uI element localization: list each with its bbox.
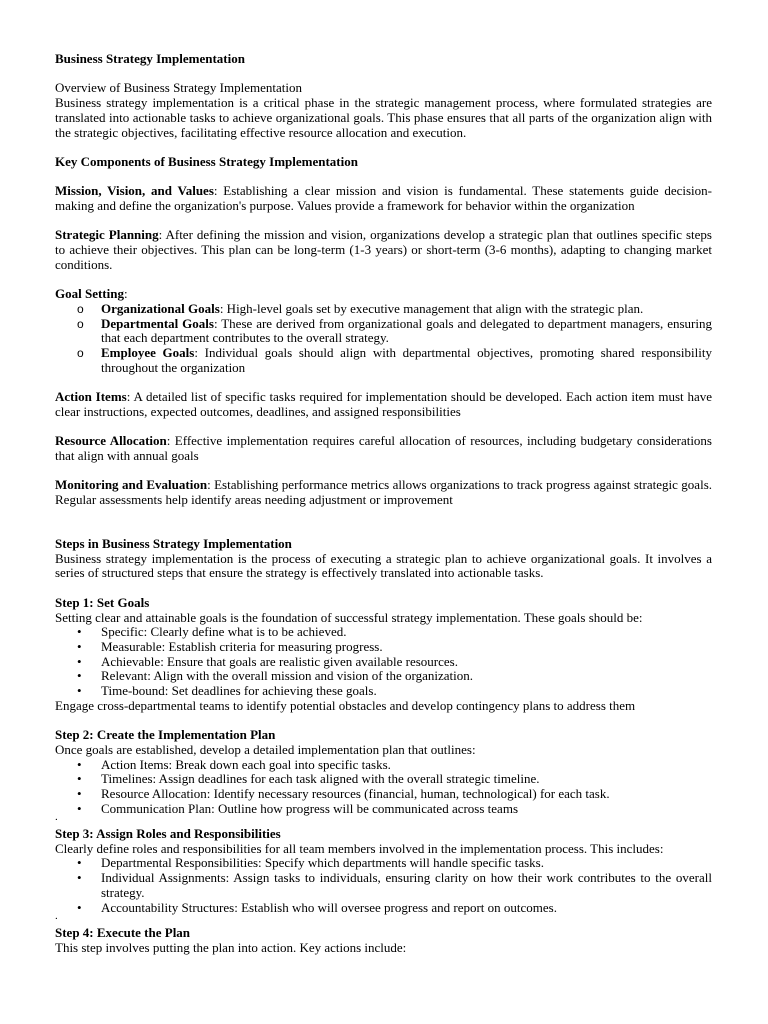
overview-text: Business strategy implementation is a critical phase in the strategic management process, where formulated strategies are translated into actionable tasks to achieve organizational goals. This phase ensures that all parts of the organization align with the strategic objectives, facilitating effective resource allocation and execution.	[55, 95, 712, 140]
step3-intro: Clearly define roles and responsibilities for all team members involved in the implementation process. This includes:	[55, 840, 664, 856]
goal-setting-section	[55, 287, 712, 375]
list-item-label: Employee Goals	[101, 344, 195, 360]
list-item: • Accountability Structures: Establish who will oversee progress and report on outcomes.	[55, 901, 712, 916]
steps-section	[55, 537, 712, 581]
step2-intro: Once goals are established, develop a detailed implementation plan that outlines:	[55, 741, 476, 757]
list-item-text: : These are derived from organizational goals and delegated to department managers, ensuring that each department contributes to the overall strategy.	[101, 315, 712, 346]
list-item: • Timelines: Assign deadlines for each task aligned with the overall strategic timeline.	[55, 772, 712, 787]
list-item	[55, 346, 712, 375]
list-item: • Specific: Clearly define what is to be achieved.	[55, 625, 712, 640]
step2-heading: Step 2: Create the Implementation Plan	[55, 727, 276, 743]
planning-label: Strategic Planning	[55, 227, 159, 243]
step4-heading: Step 4: Execute the Plan	[55, 924, 191, 940]
section-spacer	[55, 522, 712, 537]
action-items-label: Action Items	[55, 389, 127, 405]
planning-paragraph	[55, 228, 712, 272]
monitoring-text: : Establishing performance metrics allows organizations to track progress against strategic goals. Regular assessments help identify areas needing adjustment or improvement	[55, 477, 713, 507]
goal-setting-suffix: :	[123, 286, 128, 302]
list-item: • Measurable: Establish criteria for measuring progress.	[55, 640, 712, 655]
list-item: • Departmental Responsibilities: Specify which departments will handle specific tasks.	[55, 856, 712, 871]
list-item: • Relevant: Align with the overall mission and vision of the organization.	[55, 669, 712, 684]
key-components-heading: Key Components of Business Strategy Implementation	[55, 153, 358, 169]
mission-label: Mission, Vision, and Values	[55, 183, 214, 199]
trailing-dot: .	[55, 910, 58, 923]
action-items-paragraph	[55, 390, 712, 419]
list-item-text: : Individual goals should align with departmental objectives, promoting shared responsibility throughout the organization	[101, 344, 712, 375]
step4-section	[55, 926, 712, 955]
document-title: Business Strategy Implementation	[55, 51, 245, 66]
monitoring-label: Monitoring and Evaluation	[55, 477, 208, 493]
step1-outro: Engage cross-departmental teams to identify potential obstacles and develop contingency plans to address them	[55, 697, 636, 713]
step2-section	[55, 728, 712, 816]
action-items-text: : A detailed list of specific tasks required for implementation should be developed. Each action item must have clear instructions, expected outcomes, deadlines, and assigned responsibilities	[55, 389, 712, 419]
overview-section	[55, 81, 712, 140]
list-item-label: Organizational Goals	[101, 300, 220, 316]
step1-intro: Setting clear and attainable goals is the foundation of successful strategy implementation. These goals should be:	[55, 609, 643, 625]
step1-list	[55, 625, 712, 699]
goal-setting-label: Goal Setting	[55, 286, 124, 302]
planning-text: : After defining the mission and vision, organizations develop a strategic plan that outlines specific steps to achieve their objectives. This plan can be long-term (1-3 years) or short-term (3-6 months), adapting to changing market conditions.	[55, 227, 712, 272]
list-item	[55, 317, 712, 346]
list-item: • Time-bound: Set deadlines for achieving these goals.	[55, 684, 712, 699]
list-item: • Individual Assignments: Assign tasks to individuals, ensuring clarity on how their work contributes to the overall strategy.	[55, 871, 712, 900]
step3-section	[55, 827, 712, 915]
list-item: • Communication Plan: Outline how progress will be communicated across teams	[55, 802, 712, 817]
goal-setting-heading	[55, 287, 712, 302]
list-item: • Achievable: Ensure that goals are realistic given available resources.	[55, 655, 712, 670]
step2-list	[55, 758, 712, 817]
list-item: • Action Items: Break down each goal into specific tasks.	[55, 758, 712, 773]
goal-setting-list	[55, 302, 712, 376]
trailing-dot: .	[55, 811, 58, 824]
step3-heading: Step 3: Assign Roles and Responsibilities	[55, 826, 281, 842]
steps-intro: Business strategy implementation is the process of executing a strategic plan to achieve organizational goals. It involves a series of structured steps that ensure the strategy is effectively translated into actionable tasks.	[55, 550, 712, 581]
step1-heading: Step 1: Set Goals	[55, 594, 150, 610]
list-item-text: : High-level goals set by executive management that align with the strategic plan.	[219, 300, 644, 316]
resource-allocation-label: Resource Allocation	[55, 433, 167, 449]
overview-heading: Overview of Business Strategy Implementation	[55, 80, 302, 96]
mission-text: : Establishing a clear mission and vision is fundamental. These statements guide decision-making and define the organization's purpose. Values provide a framework for behavior within the organization	[55, 183, 712, 213]
resource-allocation-paragraph	[55, 434, 712, 463]
list-item-label: Departmental Goals	[101, 315, 214, 331]
step3-list	[55, 856, 712, 915]
monitoring-paragraph	[55, 478, 712, 507]
steps-heading: Steps in Business Strategy Implementation	[55, 536, 292, 552]
list-item	[55, 302, 712, 317]
mission-paragraph	[55, 184, 712, 213]
resource-allocation-text: : Effective implementation requires careful allocation of resources, including budgetary considerations that align with annual goals	[55, 433, 712, 463]
step1-section	[55, 596, 712, 714]
list-item: • Resource Allocation: Identify necessary resources (financial, human, technological) for each task.	[55, 787, 712, 802]
step4-intro: This step involves putting the plan into action. Key actions include:	[55, 939, 407, 955]
